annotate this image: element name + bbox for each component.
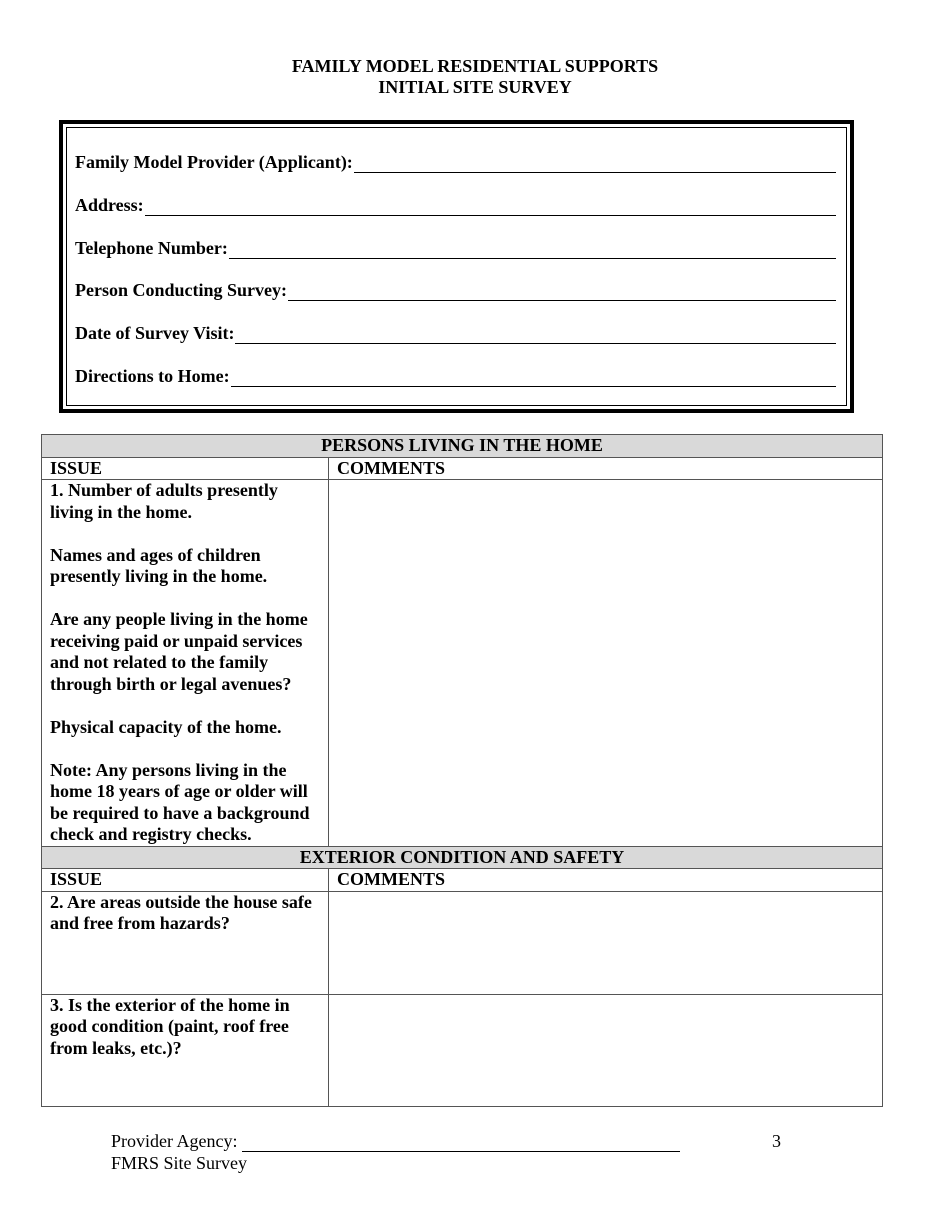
title-line-1: FAMILY MODEL RESIDENTIAL SUPPORTS [291, 56, 659, 76]
section-title-exterior: EXTERIOR CONDITION AND SAFETY [42, 846, 883, 869]
telephone-input-line[interactable] [229, 241, 836, 259]
issue-1-text-d: Physical capacity of the home. [50, 716, 282, 737]
person-conducting-field [75, 279, 836, 301]
document-title [0, 56, 950, 98]
survey-date-field [75, 322, 836, 344]
person-conducting-label: Person Conducting Survey: [75, 280, 288, 300]
section-title-persons: PERSONS LIVING IN THE HOME [42, 435, 883, 458]
issue-1-text-c: Are any people living in the home receiving paid or unpaid services and not related to the family through birth or legal avenues? [50, 609, 308, 694]
address-input-line[interactable] [145, 198, 836, 216]
footer [111, 1130, 680, 1174]
section-header-row [42, 435, 883, 458]
page-number: 3 [772, 1131, 781, 1151]
directions-field [75, 365, 836, 387]
applicant-info-box-inner [66, 127, 847, 406]
issue-3-text: 3. Is the exterior of the home in good condition (paint, roof free from leaks, etc.)? [50, 994, 290, 1058]
section-header-row [42, 846, 883, 869]
table-row [42, 480, 883, 847]
provider-agency-field [111, 1130, 680, 1152]
issue-cell-3 [42, 994, 329, 1106]
provider-agency-input-line[interactable] [242, 1135, 680, 1152]
survey-table [41, 434, 883, 1107]
comments-header: COMMENTS [329, 869, 883, 892]
issue-header: ISSUE [42, 869, 329, 892]
provider-agency-label: Provider Agency: [111, 1131, 238, 1151]
table-row [42, 891, 883, 994]
issue-cell-1 [42, 480, 329, 847]
column-header-row [42, 869, 883, 892]
comments-cell-2[interactable] [329, 891, 883, 994]
column-header-row [42, 457, 883, 480]
directions-input-line[interactable] [231, 369, 836, 387]
telephone-label: Telephone Number: [75, 238, 228, 258]
issue-1-text-a: 1. Number of adults presently living in the home. [50, 480, 278, 522]
survey-date-input-line[interactable] [235, 326, 836, 344]
address-field [75, 194, 836, 216]
person-conducting-input-line[interactable] [288, 283, 836, 301]
issue-cell-2 [42, 891, 329, 994]
issue-1-text-e: Note: Any persons living in the home 18 years of age or older will be required to have a background check and registry checks. [50, 759, 310, 844]
comments-cell-3[interactable] [329, 994, 883, 1106]
issue-2-text: 2. Are areas outside the house safe and free from hazards? [50, 891, 312, 933]
applicant-info-box [59, 120, 854, 413]
survey-date-label: Date of Survey Visit: [75, 323, 235, 343]
address-label: Address: [75, 195, 144, 215]
provider-label: Family Model Provider (Applicant): [75, 152, 353, 172]
directions-label: Directions to Home: [75, 366, 230, 386]
provider-field [75, 151, 836, 173]
issue-1-text-b: Names and ages of children presently living in the home. [50, 544, 268, 586]
table-row [42, 994, 883, 1106]
comments-cell-1[interactable] [329, 480, 883, 847]
comments-header: COMMENTS [329, 457, 883, 480]
survey-footer-label: FMRS Site Survey [111, 1153, 248, 1173]
telephone-field [75, 237, 836, 259]
title-line-2: INITIAL SITE SURVEY [378, 77, 572, 97]
provider-input-line[interactable] [354, 155, 836, 173]
issue-header: ISSUE [42, 457, 329, 480]
